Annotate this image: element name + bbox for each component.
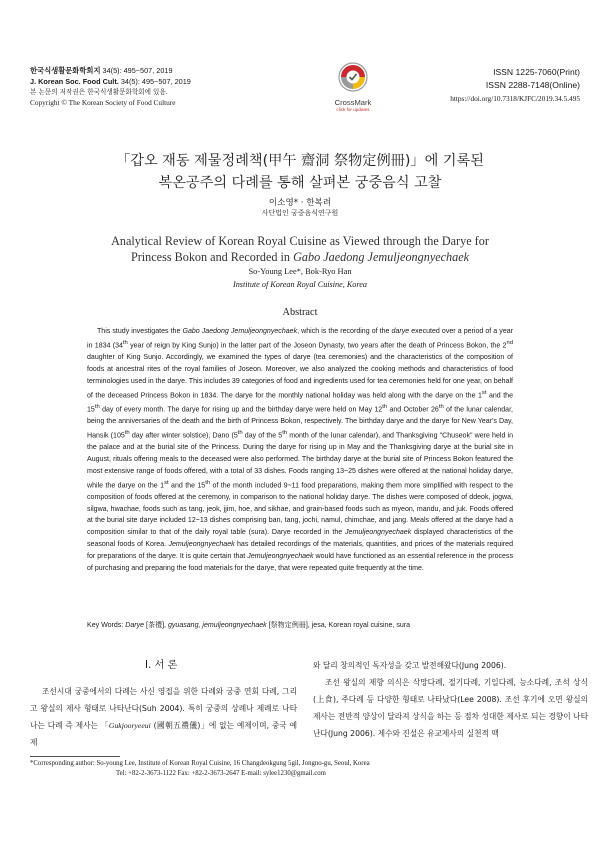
crossmark-icon [338, 62, 368, 92]
abstract-text: would have functioned as an essential reference in the process of purchasing and preparing the food materials for the darye, that were repeated quite frequently at the time. [87, 552, 513, 572]
journal-header [30, 66, 290, 108]
footnote-line2: Tel: +82-2-3673-1122 Fax: +82-2-3673-2647 E-mail: sylee1230@gmail.com [116, 770, 326, 777]
authors-kr: 이소영* · 한복려 [268, 198, 332, 208]
body-column-left [30, 683, 297, 751]
superscript: th [382, 403, 388, 410]
superscript: th [124, 429, 130, 436]
superscript: th [205, 479, 211, 486]
crossmark-label: CrossMark [334, 98, 372, 107]
abstract-text: and the 15 [168, 481, 206, 489]
superscript: nd [506, 339, 513, 346]
affiliation-en: Institute of Korean Royal Cuisine, Korea [232, 280, 368, 289]
superscript: th [438, 403, 444, 410]
journal-kr-line [30, 66, 290, 77]
abstract-text: displayed characteristics of the seasonal foods of Korea. [87, 529, 513, 549]
abstract-text: and the 15 [87, 391, 513, 414]
journal-kr-info: 34(5): 495~507, 2019 [102, 66, 173, 75]
journal-en-title: J. Korean Soc. Food Cult. [30, 76, 119, 86]
footnote [30, 759, 590, 779]
abstract-text: day of every month. The darye for rising up and the birthday darye were held on May 12 [99, 406, 383, 414]
paragraph-text: Gukjooryeeui [108, 721, 151, 730]
copyright-line: Copyright © The Korean Society of Food Culture [30, 97, 176, 107]
abstract-text: has detailed recordings of the materials, quantities, and prices of the materials required for preparations of the darye. It is quite certain that [87, 541, 513, 560]
keyword-darye: Darye [125, 622, 145, 629]
abstract-text: month of the lunar calendar), and Thanksgiving "Chuseok" were held in the palace and at the burial site of the Princess. During the darye for rising up in May and the Thanksgiving darye at the burial site in August, rituals offering meals to the deceased were also performed. The birthday darye at the burial site of Princess Bokon featured the most extensive range of foods offered, with a total of 33 dishes. Foods ranging 13~25 dishes were offered at the national holiday darye, while the darye on the 1 [87, 432, 513, 489]
abstract-text: Gabo Jaedong Jemuljeongnyechaek [182, 328, 298, 335]
abstract-text: year of reign by King Sunjo) in the latter part of the Joseon Dynasty, two years after the death of Princess Bokon, the 2 [127, 342, 507, 350]
body-column-right [313, 657, 588, 742]
abstract-body [87, 326, 513, 575]
title-en-line2 [60, 249, 540, 265]
superscript: th [282, 429, 288, 436]
title-kr-line1: 「갑오 재동 제물정례책(甲午 齋洞 祭物定例冊)」에 기록된 [116, 153, 484, 169]
title-kr-line2: 복온공주의 다례를 통해 살펴본 궁중음식 고찰 [158, 175, 442, 191]
journal-kr-title: 한국식생활문화학회지 [30, 66, 101, 75]
paragraph-text: 조선시대 궁중에서의 다례는 사신 영접을 위한 다례와 궁중 연회 다례, 그리고 왕실의 제사 형태로 나타난다(Suh 2004). 특히 궁중의 상례나 제례로 나타나는 다례 즉 제사는 「 [30, 687, 297, 730]
paragraph: 조선 왕실의 제향 의식은 삭망다례, 절기다례, 기일다례, 능소다례, 조석 상식(上食), 주다례 등 다양한 형태로 나타났다(Lee 2008). 조선 후기에 오면 왕실의 제사는 전반적 양상이 달라져 상식을 하는 등 점차 성대한 제사로 되는 경향이 나타난다(Jung 2006). 제수와 진설은 유교제사의 실천적 맥 [313, 678, 588, 738]
title-en-line2-plain: Princess Bokon and Recorded in [130, 250, 294, 264]
issn-print: ISSN 1225-7060(Print) [493, 67, 580, 77]
abstract-text: of the month included 9~11 food preparations, making them more simplified with respect to the composition of foods offered at the ceremony, in comparison to the national holiday darye. The dishes were composed of ddeok, jogwa, silgwa, hwachae, foods such as tang, jeok, jjim, hoe, and sikhae, and grain-based foods such as myeon, mandu, and juk. Foods offered at the burial site darye included 12~13 dishes comprising ban, tang, jochi, namul, chimchae, and jang. Meals offered at the darye had a composition similar to that of the daily royal table (sura). Darye recorded in the [87, 481, 514, 537]
abstract-text: Jemuljeongnyechaek [345, 529, 412, 537]
footnote-line1: *Corresponding author: So-young Lee, Institute of Korean Royal Cuisine, 16 Changdeokgung 5gil, Jongno-gu, Seoul, Korea [30, 760, 370, 767]
crossmark-badge[interactable] [328, 62, 378, 112]
abstract-text: , which is the recording of the [297, 328, 392, 335]
paragraph-text: (國朝五禮儀)」에 없는 예제이며, 중국 예제 [30, 721, 297, 747]
abstract-text: and October 26 [387, 406, 439, 414]
superscript: st [481, 389, 487, 396]
keyword-rest: [祭物定例冊], jesa, Korean royal cuisine, sura [266, 622, 411, 629]
section-heading: I. 서 론 [145, 660, 178, 671]
title-en-line2-italic: Gabo Jaedong Jemuljeongnyechaek [293, 250, 470, 264]
crossmark-sub: click for updates [336, 107, 370, 112]
abstract-text: Jemuljeongnyechaek [247, 552, 314, 560]
abstract-text: executed over a period of a year in 1834 (34 [87, 328, 514, 350]
superscript: th [94, 403, 100, 410]
abstract-text: of the lunar calendar, being the anniversaries of the death and the birth of Princess Bokon, respectively. The birthday darye and the darye for New Year's Day, Hansik (105 [87, 406, 514, 440]
paragraph: 와 달리 창의적인 독자성을 갖고 발전해왔다(Jung 2006). [313, 661, 507, 670]
keywords-label: Key Words: [87, 622, 126, 629]
keyword-hanja: [茶禮], [144, 622, 168, 629]
affiliation-kr: 사단법인 궁중음식연구원 [261, 209, 339, 217]
journal-en-info: 34(5): 495~507, 2019 [120, 76, 191, 86]
abstract-text: day after winter solstice), Dano (5 [129, 432, 238, 440]
keywords [87, 620, 513, 632]
journal-en-line [30, 77, 290, 88]
authors-en: So-Young Lee*, Bok-Ryo Han [248, 267, 352, 276]
title-en-line1: Analytical Review of Korean Royal Cuisine as Viewed through the Darye for [111, 234, 489, 248]
superscript: st [164, 479, 169, 486]
title-en [60, 233, 540, 265]
superscript: th [237, 429, 243, 436]
abstract-heading: Abstract [282, 307, 318, 318]
issn-online: ISSN 2288-7148(Online) [485, 80, 580, 90]
copyright-note-kr: 본 논문의 저작권은 한국식생활문화학회에 있음. [30, 88, 168, 97]
abstract-text: This study investigates the [97, 328, 183, 335]
abstract-text: daughter of King Sunjo. Accordingly, we examined the types of darye (tea ceremonies) and the characteristics of the composition of foods at ancestral rites of the royal families of Joseon. Moreover, we also analyzed the cooking methods and characteristics of food terminologies used in the darye. This includes 39 categories of food and ingredients used for tea ceremonies held for one year, on behalf of the deceased Princess Bokon in 1834. The darye for the monthly national holiday was held along with the darye on the 1 [87, 354, 513, 399]
doi-link[interactable]: https://doi.org/10.7318/KJFC/2019.34.5.495 [450, 94, 580, 103]
paragraph [30, 683, 297, 751]
abstract-text: darye [391, 328, 410, 335]
issn-block [408, 66, 580, 105]
abstract-text: Jemuljeongnyechaek [168, 541, 235, 549]
superscript: th [122, 339, 128, 346]
footnote-rule [30, 756, 120, 757]
abstract-text: day of the 5 [242, 432, 283, 440]
keyword-gyuasang: gyuasang, jemuljeongnyechaek [167, 622, 267, 629]
